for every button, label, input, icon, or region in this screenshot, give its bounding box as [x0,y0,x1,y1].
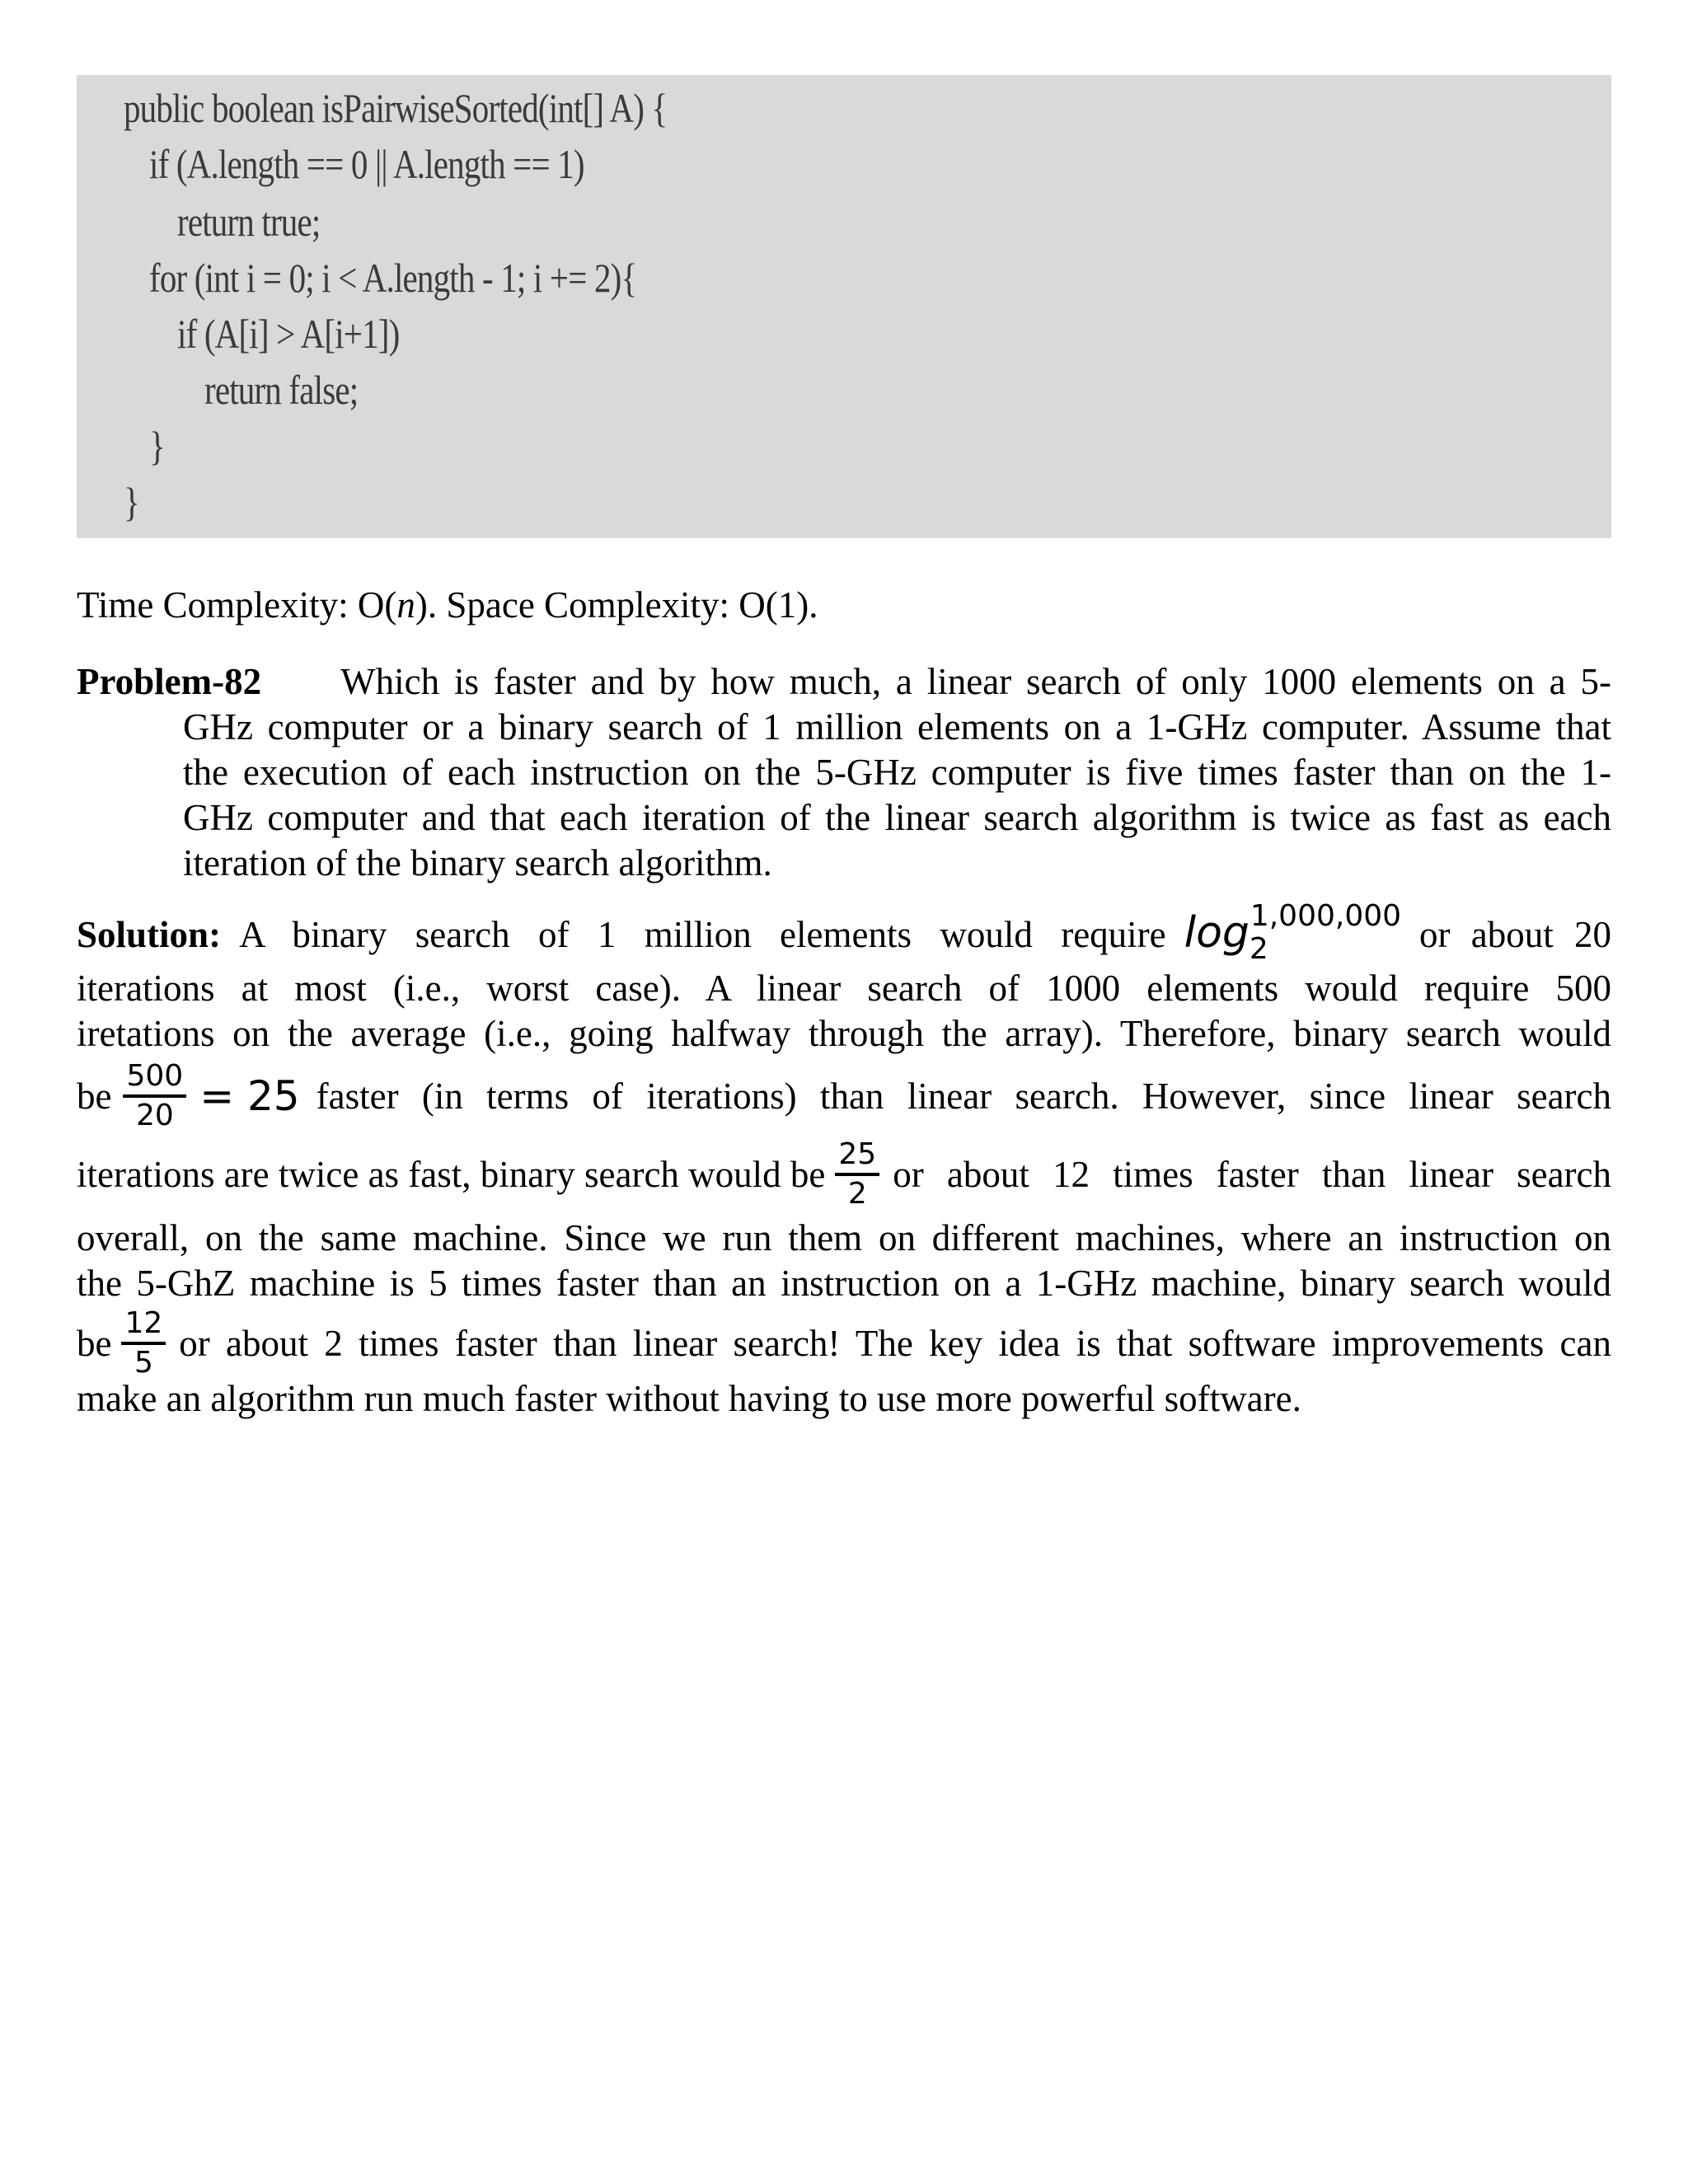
code-line: return false; [204,367,359,413]
problem-label: Problem-82 [77,661,262,702]
solution-line: iretations on the average (i.e., going halfway through the array). Therefore, binary search would [77,1013,1611,1054]
code-line: public boolean isPairwiseSorted(int[] A) { [124,85,668,131]
code-line: } [149,423,165,469]
complexity-statement: Time Complexity: O(n). Space Complexity: O(1). [77,584,818,626]
problem-line: the execution of each instruction on the 5-GHz computer is five times faster than on the 1- [183,752,1611,793]
code-line: for (int i = 0; i < A.length - 1; i += 2){ [149,255,637,301]
solution-line: overall, on the same machine. Since we run them on different machines, where an instruction on [77,1217,1611,1258]
problem-line: Which is faster and by how much, a linear search of only 1000 elements on a 5- [340,661,1611,702]
fraction: $\frac{25}{2}$ [835,1138,879,1211]
fraction: $\frac{500}{20}$ [123,1060,186,1132]
solution-line: make an algorithm run much faster without having to use more powerful software. [77,1378,1301,1419]
problem-line: GHz computer or a binary search of 1 million elements on a 1-GHz computer. Assume that [183,706,1611,748]
problem-line: GHz computer and that each iteration of the linear search algorithm is twice as fast as each [183,797,1611,838]
code-line: } [124,479,139,525]
code-line: if (A.length == 0 || A.length == 1) [149,141,584,187]
log-expression: $\log_2^{1,000,000}$ [1184,899,1402,966]
code-listing [77,75,1611,538]
solution-line: iterations at most (i.e., worst case). A linear search of 1000 elements would require 500 [77,968,1611,1009]
code-line: if (A[i] > A[i+1]) [177,311,400,357]
problem-line: iteration of the binary search algorithm. [183,842,772,883]
solution-label: Solution: [77,914,222,955]
code-line: return true; [177,199,321,245]
solution-line: the 5-GhZ machine is 5 times faster than an instruction on a 1-GHz machine, binary search would [77,1263,1611,1304]
fraction: $\frac{12}{5}$ [121,1307,166,1380]
